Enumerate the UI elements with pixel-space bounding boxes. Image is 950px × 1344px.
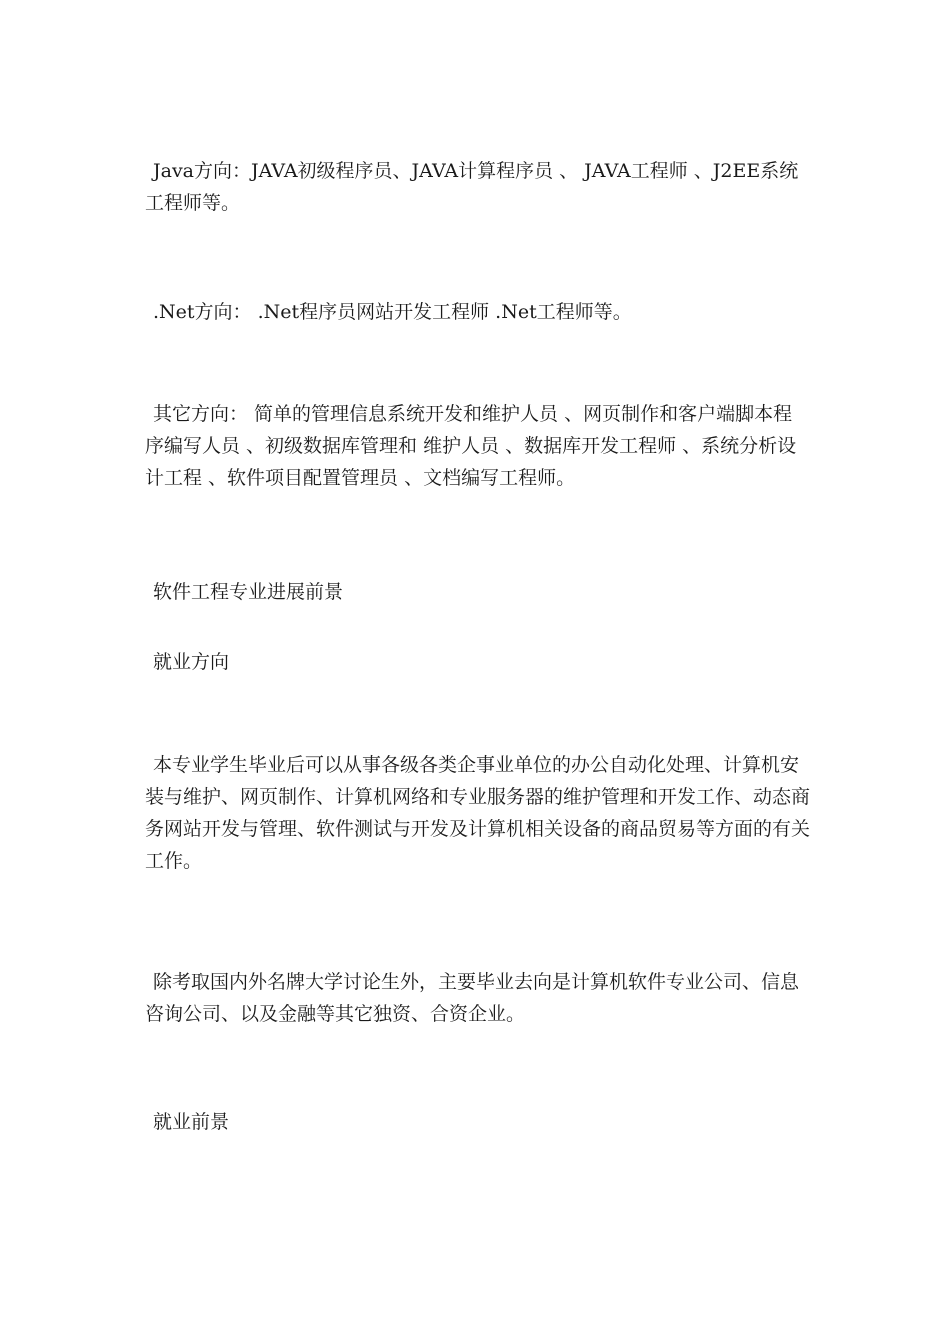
paragraph-java-direction: Java方向：JAVA初级程序员、JAVA计算程序员 、 JAVA工程师 、J2EE系统工程师等。 <box>145 160 799 214</box>
paragraph-dotnet-direction: .Net方向： .Net程序员网站开发工程师 .Net工程师等。 <box>153 301 632 323</box>
heading-development-prospect: 软件工程专业进展前景 <box>153 581 344 603</box>
paragraph-other-direction: 其它方向： 简单的管理信息系统开发和维护人员 、网页制作和客户端脚本程序编写人员 、初级数据库管理和 维护人员 、数据库开发工程师 、系统分析设计工程 、软件项目配置管理员 、文档编写工程师。 <box>145 403 797 489</box>
paragraph-graduate-destinations: 除考取国内外名牌大学讨论生外，主要毕业去向是计算机软件专业公司、信息咨询公司、以及金融等其它独资、合资企业。 <box>145 971 800 1025</box>
heading-employment-direction: 就业方向 <box>153 651 230 673</box>
heading-employment-outlook: 就业前景 <box>153 1111 230 1133</box>
paragraph-employment-fields: 本专业学生毕业后可以从事各级各类企事业单位的办公自动化处理、计算机安装与维护、网页制作、计算机网络和专业服务器的维护管理和开发工作、动态商务网站开发与管理、软件测试与开发及计算机相关设备的商品贸易等方面的有关工作。 <box>145 754 811 872</box>
